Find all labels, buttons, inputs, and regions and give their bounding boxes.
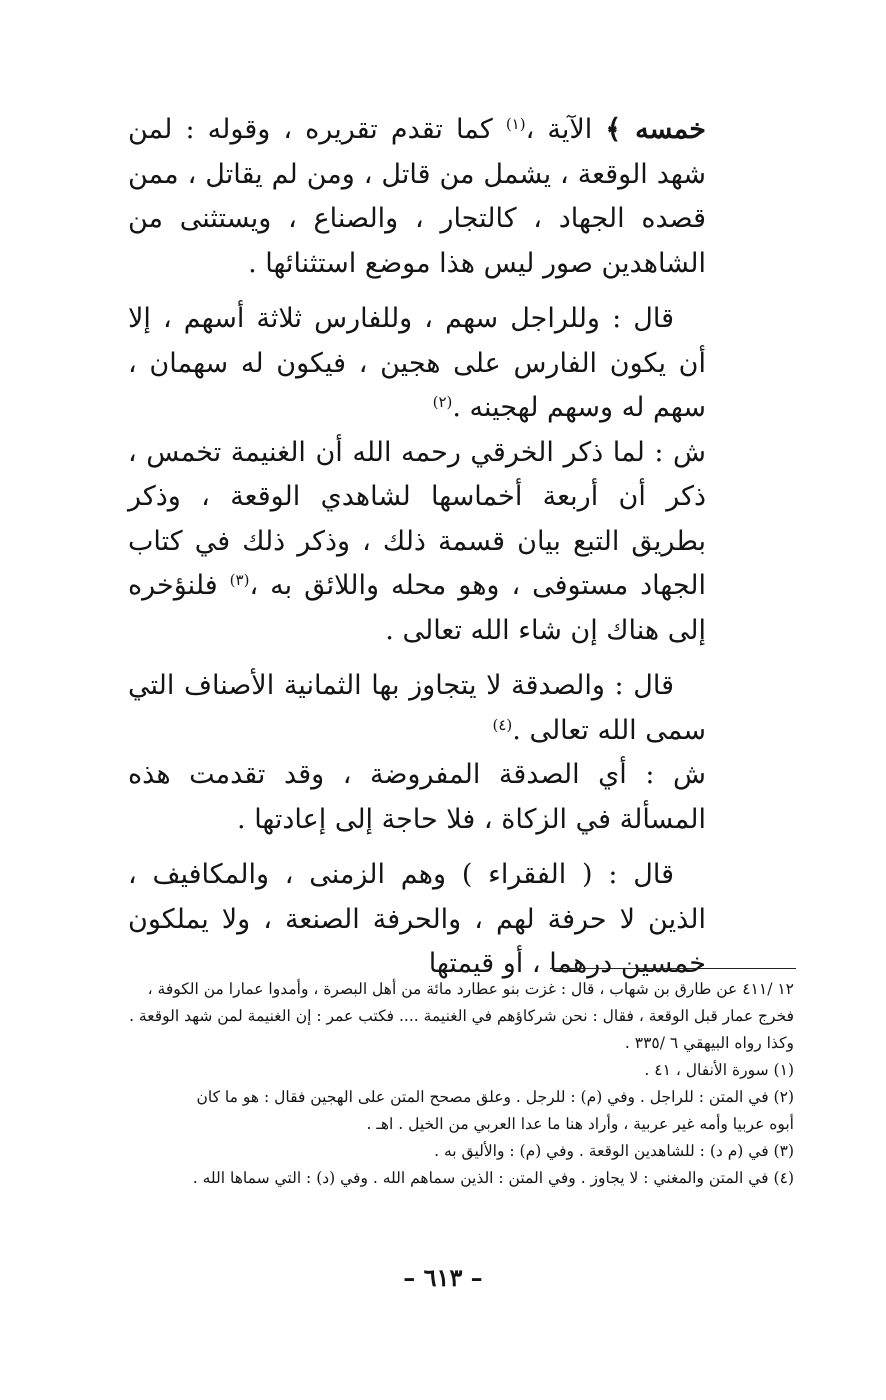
footnote-4-text: في المتن والمغني : لا يجاوز . وفي المتن : الذين سماهم الله . وفي (د) : التي سماها الله . xyxy=(192,1169,769,1187)
footnote-3-number: (٣) xyxy=(773,1142,794,1160)
quran-verse-end: خمسه ﴾ xyxy=(605,114,706,145)
paragraph-3-rest: فلنؤخره إلى هناك إن شاء الله تعالى . xyxy=(128,570,706,646)
paragraph-6-text: قال : ( الفقراء ) وهم الزمنى ، والمكافيف ، الذين لا حرفة لهم ، والحرفة الصنعة ، ولا يملكون خمسين درهما ، أو قيمتها xyxy=(128,859,706,979)
footnote-mark-4[interactable]: (٤) xyxy=(492,715,513,734)
paragraph-2 xyxy=(128,297,706,431)
main-text xyxy=(128,108,706,987)
page-number: – ٦١٣ – xyxy=(403,1263,483,1292)
paragraph-1-rest: كما تقدم تقريره ، وقوله : لمن شهد الوقعة ، يشمل من قاتل ، ومن لم يقاتل ، ممن قصده الجهاد ، كالتجار ، والصناع ، ويستثنى من الشاهدين صور ليس هذا موضع استثنائها . xyxy=(128,114,706,279)
footnote-3 xyxy=(112,1138,794,1165)
paragraph-1-text: الآية ، xyxy=(525,114,606,145)
footnote-1 xyxy=(112,1057,794,1084)
footnote-divider xyxy=(550,968,796,969)
footnote-mark-2[interactable]: (٢) xyxy=(432,393,453,411)
footnote-2-text: في المتن : للراجل . وفي (م) : للرجل . وعلق مصحح المتن على الهجين فقال : هو ما كان xyxy=(196,1088,769,1106)
footnote-mark-1[interactable]: (١) xyxy=(505,115,526,133)
paragraph-5 xyxy=(128,753,706,842)
footnotes xyxy=(112,976,794,1192)
paragraph-1 xyxy=(128,108,706,286)
paragraph-4 xyxy=(128,664,706,753)
paragraph-3-text: ش : لما ذكر الخرقي رحمه الله أن الغنيمة تخمس ، ذكر أن أربعة أخماسها لشاهدي الوقعة ، وذكر بطريق التبع بيان قسمة ذلك ، وذكر ذلك في كتاب الجهاد مستوفى ، وهو محله واللائق به ، xyxy=(128,436,707,601)
footnote-2 xyxy=(112,1084,794,1111)
footnote-1-number: (١) xyxy=(773,1061,794,1079)
footnote-1-text: سورة الأنفال ، ٤١ . xyxy=(644,1061,769,1079)
footnote-2-continuation: أبوه عربيا وأمه غير عربية ، وأراد هنا ما عدا العربي من الخيل . اهـ . xyxy=(366,1115,794,1133)
footnote-3-text: في (م د) : للشاهدين الوقعة . وفي (م) : والأليق به . xyxy=(434,1142,769,1160)
paragraph-3 xyxy=(128,431,706,654)
footnote-mark-3[interactable]: (٣) xyxy=(229,571,250,589)
footnote-4 xyxy=(112,1165,794,1192)
footnote-4-number: (٤) xyxy=(773,1169,794,1187)
paragraph-5-text: ش : أي الصدقة المفروضة ، وقد تقدمت هذه المسألة في الزكاة ، فلا حاجة إلى إعادتها . xyxy=(128,759,706,835)
footnote-carryover: ١٢ /٤١١ عن طارق بن شهاب ، قال : غزت بنو عطارد مائة من أهل البصرة ، وأمدوا عمارا من الكوفة ، فخرج عمار قبل الوقعة ، فقال : نحن شركاؤهم في الغنيمة .... فكتب عمر : إن الغنيمة لمن شهد الوقعة . وكذا رواه البيهقي ٦ /٣٣٥ . xyxy=(129,980,794,1052)
footnote-2-number: (٢) xyxy=(773,1088,794,1106)
paragraph-4-text: قال : والصدقة لا يتجاوز بها الثمانية الأصناف التي سمى الله تعالى . xyxy=(128,670,706,746)
paragraph-6 xyxy=(128,853,706,987)
paragraph-2-text: قال : وللراجل سهم ، وللفارس ثلاثة أسهم ، إلا أن يكون الفارس على هجين ، فيكون له سهمان ، سهم له وسهم لهجينه . xyxy=(128,303,706,423)
